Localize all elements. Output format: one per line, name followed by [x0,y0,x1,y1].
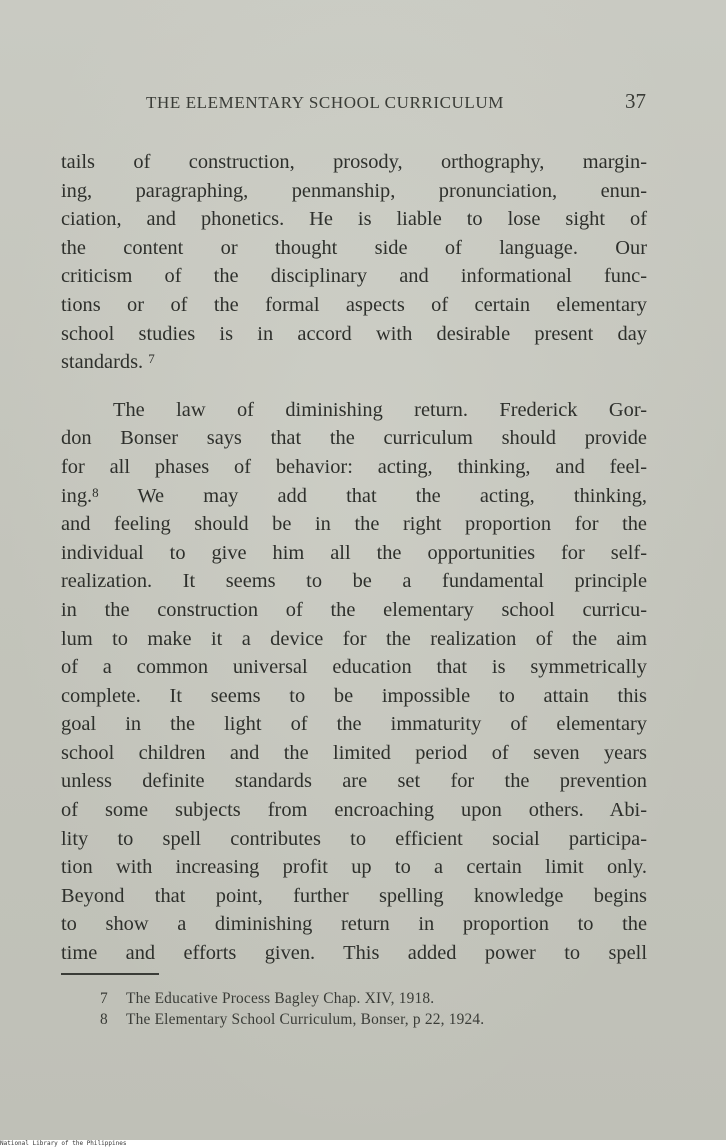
running-title: THE ELEMENTARY SCHOOL CURRICULUM [146,93,504,112]
page-number: 37 [625,89,646,113]
text-line: The law of diminishing return. Frederick Gor- [113,398,647,421]
footnote-number: 8 [100,1011,108,1028]
footnote-number: 7 [100,990,108,1007]
footnote-8 [100,1009,484,1030]
text-line: of some subjects from encroaching upon others. Abi- [61,799,647,822]
text-fragment: We may add that the acting, thinking, [98,484,647,507]
text-line: to show a diminishing return in proportion to the [61,913,647,936]
text-line: ing, paragraphing, penmanship, pronunciation, enun- [61,179,647,202]
text-line: school children and the limited period of seven years [61,741,647,764]
scan-credit: National Library of the Philippines [0,1140,127,1147]
text-line: lity to spell contributes to efficient social participa- [61,827,647,850]
text-line: time and efforts given. This added power to spell [61,942,647,965]
text-line: tion with increasing profit up to a certain limit only. [61,856,647,879]
text-line: lum to make it a device for the realization of the aim [61,627,647,650]
footnote-text: The Educative Process Bagley Chap. XIV, 1918. [126,990,435,1007]
text-line: of a common universal education that is symmetrically [61,656,647,679]
text-line [61,348,647,377]
text-line: tails of construction, prosody, orthography, margin- [61,151,647,173]
footnotes [100,988,484,1030]
text-line: in the construction of the elementary school curricu- [61,598,647,621]
text-line: individual to give him all the opportunities for self- [61,541,647,564]
text-line: Beyond that point, further spelling knowledge begins [61,884,647,907]
body-text [61,148,647,968]
text-line [61,482,647,511]
text-line: and feeling should be in the right proportion for the [61,513,647,536]
text-line: unless definite standards are set for the prevention [61,770,647,793]
text-line: criticism of the disciplinary and informational func- [61,265,647,288]
text-line: school studies is in accord with desirable present day [61,322,647,345]
footnote-7 [100,988,484,1009]
footnote-ref-7: 7 [148,351,155,367]
footnote-text: The Elementary School Curriculum, Bonser, p 22, 1924. [126,1011,485,1028]
paragraph-gap [61,377,647,396]
text-fragment: standards. [61,351,144,374]
text-line: realization. It seems to be a fundamental principle [61,570,647,593]
footnote-rule [61,973,159,975]
text-line: ciation, and phonetics. He is liable to lose sight of [61,208,647,231]
running-head [146,89,646,121]
text-line: the content or thought side of language. Our [61,236,647,259]
text-fragment: ing. [61,484,93,507]
text-line: for all phases of behavior: acting, thinking, and feel- [61,455,647,478]
text-line: don Bonser says that the curriculum should provide [61,427,647,450]
footnote-ref-8: 8 [92,484,99,500]
text-line: goal in the light of the immaturity of elementary [61,713,647,736]
text-line: tions or of the formal aspects of certain elementary [61,293,647,316]
text-line: complete. It seems to be impossible to attain this [61,684,647,707]
